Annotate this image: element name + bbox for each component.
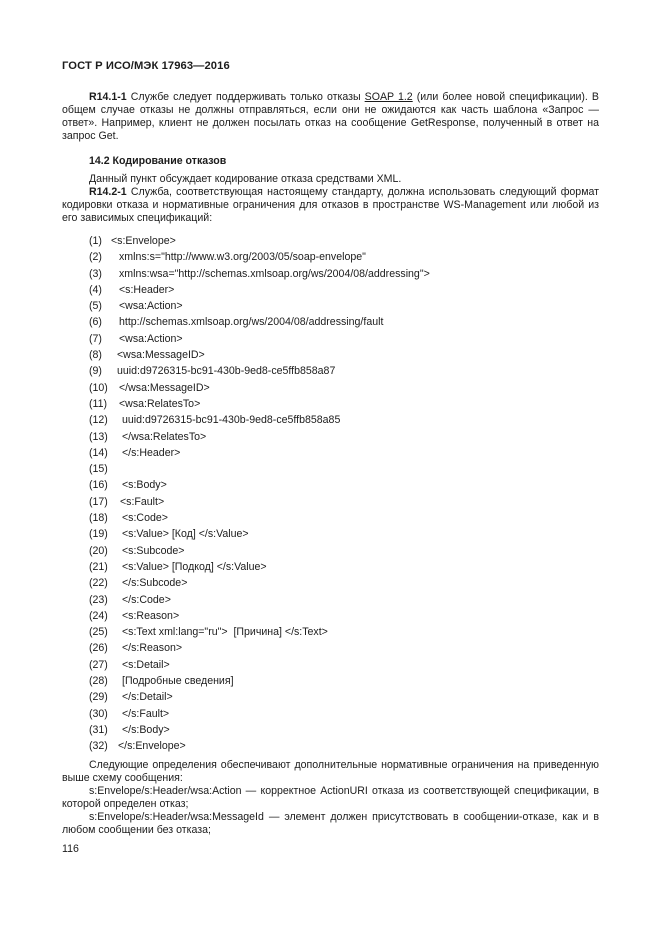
page-number: 116 [62, 843, 79, 855]
code-line-text: <s:Value> [Подкод] </s:Value> [122, 560, 267, 573]
section-intro: Данный пункт обсуждает кодирование отказа средствами XML. [89, 173, 402, 185]
code-line-text: [Подробные сведения] [122, 675, 234, 688]
requirement-text: Службе следует поддерживать только отказы [126, 91, 365, 103]
code-line-text: <s:Value> [Код] </s:Value> [122, 528, 249, 541]
code-line-text: <s:Reason> [122, 609, 180, 622]
code-line-number: (28) [89, 675, 108, 688]
code-line-number: (14) [89, 446, 108, 459]
code-line-text: <s:Body> [122, 479, 167, 492]
code-line-text: <s:Detail> [122, 658, 170, 671]
code-line-number: (1) [89, 235, 102, 247]
code-line-text: http://schemas.xmlsoap.org/ws/2004/08/addressing/fault [119, 316, 384, 329]
code-line-number: (25) [89, 626, 108, 639]
code-line-number: (10) [89, 381, 108, 394]
code-line-number: (16) [89, 479, 108, 492]
code-line-number: (22) [89, 577, 108, 590]
code-line-number: (13) [89, 430, 108, 443]
code-line-number: (18) [89, 512, 108, 525]
code-line-text: <wsa:MessageID> [117, 349, 205, 362]
requirement-id: R14.2-1 [89, 186, 127, 198]
code-line-text: </wsa:RelatesTo> [122, 430, 207, 443]
code-line-number: (30) [89, 707, 108, 720]
code-line-number: (5) [89, 300, 102, 313]
code-line-text: </s:Envelope> [118, 740, 186, 753]
code-line-number: (24) [89, 609, 108, 622]
requirement-id: R14.1-1 [89, 91, 127, 103]
code-line-number: (29) [89, 691, 108, 704]
soap-link[interactable]: SOAP 1.2 [364, 91, 413, 103]
code-line-number: (23) [89, 593, 108, 606]
code-line-number: (7) [89, 332, 102, 345]
code-line-number: (3) [89, 267, 102, 280]
code-line-text: uuid:d9726315-bc91-430b-9ed8-ce5ffb858a87 [117, 365, 336, 378]
code-line-text: <s:Header> [119, 283, 175, 296]
code-line-text: </s:Code> [122, 593, 171, 606]
code-line-number: (26) [89, 642, 108, 655]
paragraph-action: s:Envelope/s:Header/wsa:Action — корректное ActionURI отказа из соответствующей спецификации, в которой определен отказ; [62, 785, 599, 810]
code-line-number: (31) [89, 723, 108, 736]
code-line-text: <s:Subcode> [122, 544, 185, 557]
requirement-text-cont: (или более новой спецификации). В общем случае отказы не должны отправляться, если они не ожидаются как часть шаблона «Запрос — ответ». Например, клиент не должен посылать отказ на сообщение GetResponse, полученный в ответ на запрос Get. [62, 91, 599, 142]
code-line-number: (11) [89, 397, 108, 410]
code-line-number: (19) [89, 528, 108, 541]
code-line-text: <s:Envelope> [111, 235, 176, 247]
code-line-text: </s:Header> [122, 446, 181, 459]
code-line-number: (6) [89, 316, 102, 329]
code-line-number: (12) [89, 414, 108, 427]
paragraph-messageid: s:Envelope/s:Header/wsa:MessageId — элемент должен присутствовать в сообщении-отказе, как и в любом сообщении без отказа; [62, 811, 599, 836]
code-line-number: (2) [89, 251, 102, 264]
code-line-number: (4) [89, 283, 102, 296]
code-line-number: (8) [89, 349, 102, 362]
code-line-text: </wsa:MessageID> [119, 381, 210, 394]
code-line-text: </s:Body> [122, 723, 170, 736]
code-line-text: xmlns:wsa="http://schemas.xmlsoap.org/ws/2004/08/addressing"> [119, 267, 430, 280]
section-title: 14.2 Кодирование отказов [89, 155, 227, 167]
code-line-number: (20) [89, 544, 108, 557]
code-line-number: (27) [89, 658, 108, 671]
paragraph-definitions: Следующие определения обеспечивают дополнительные нормативные ограничения на приведенную выше схему сообщения: [62, 759, 599, 784]
code-line-text: <s:Code> [122, 512, 168, 525]
requirement-r14-2-1 [62, 186, 599, 225]
requirement-r14-1-1 [62, 91, 599, 143]
code-line-text: </s:Detail> [122, 691, 173, 704]
code-line-text: xmlns:s="http://www.w3.org/2003/05/soap-envelope" [119, 251, 366, 264]
code-line-text: uuid:d9726315-bc91-430b-9ed8-ce5ffb858a85 [122, 414, 341, 427]
requirement-text: Служба, соответствующая настоящему стандарту, должна использовать следующий формат кодировки отказа и нормативные ограничения для отказов в пространстве WS-Management или любой из его зависимых спецификаций: [62, 186, 599, 224]
code-line-number: (32) [89, 740, 108, 753]
document-header: ГОСТ Р ИСО/МЭК 17963—2016 [62, 60, 230, 72]
code-line-number: (9) [89, 365, 102, 378]
code-line-text: </s:Reason> [122, 642, 183, 655]
code-line-number: (21) [89, 560, 108, 573]
code-line-number: (17) [89, 495, 108, 508]
code-line-text: <wsa:Action> [119, 332, 183, 345]
code-line-text: <s:Text xml:lang="ru"> [Причина] </s:Text> [122, 626, 328, 639]
code-line-text: </s:Subcode> [122, 577, 188, 590]
code-line-number: (15) [89, 463, 108, 476]
code-line-text: <wsa:Action> [119, 300, 183, 313]
code-line-text: </s:Fault> [122, 707, 170, 720]
code-line-text: <wsa:RelatesTo> [119, 397, 201, 410]
code-line-text: <s:Fault> [120, 495, 165, 508]
